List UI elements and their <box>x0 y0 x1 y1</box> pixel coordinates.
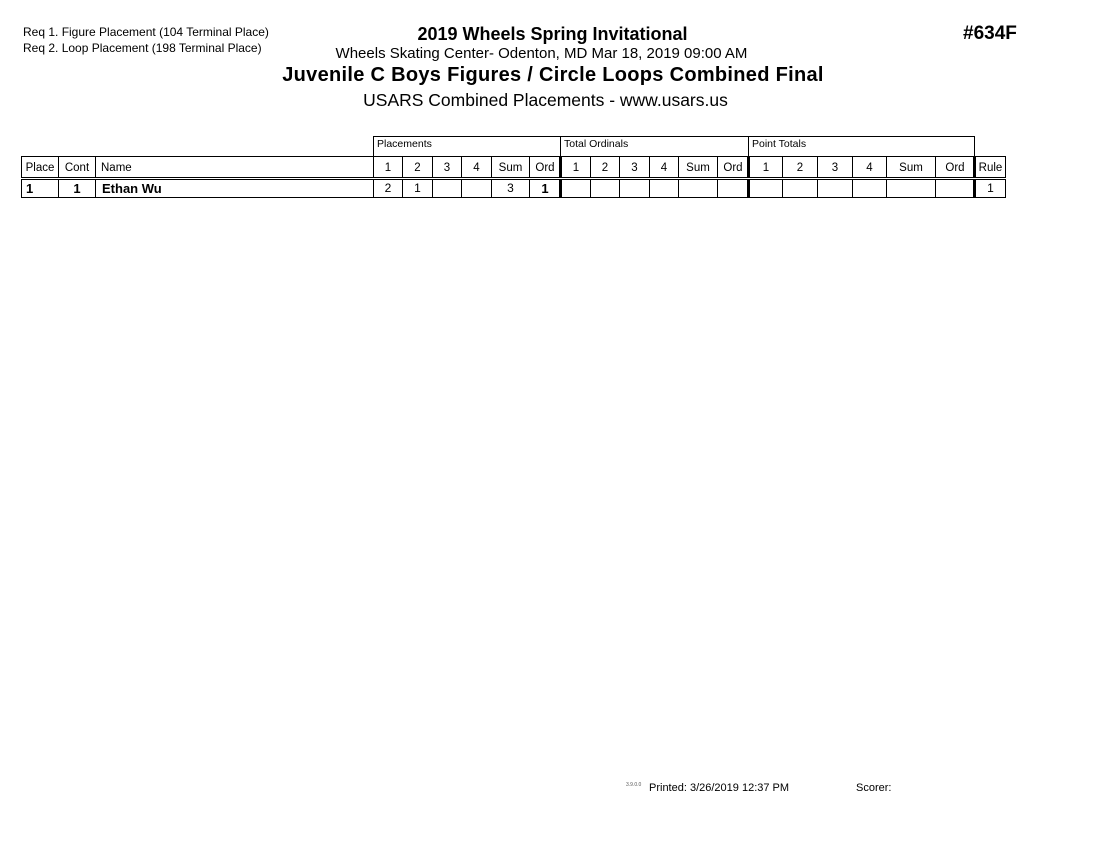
col-header-ordinal-4: 4 <box>649 156 678 178</box>
cell-placement-ord: 1 <box>529 179 560 198</box>
event-number: #634F <box>963 23 1017 44</box>
requirement-2: Req 2. Loop Placement (198 Terminal Place) <box>23 41 262 55</box>
cell-ordinal-2 <box>590 179 619 198</box>
event-name: Juvenile C Boys Figures / Circle Loops Combined Final <box>282 64 824 86</box>
col-header-placement-2: 2 <box>402 156 432 178</box>
cell-name: Ethan Wu <box>95 179 373 198</box>
col-header-ordinal-1: 1 <box>559 156 590 178</box>
group-header-placements: Placements <box>373 136 561 157</box>
cell-cont: 1 <box>58 179 95 198</box>
competition-title: 2019 Wheels Spring Invitational <box>417 24 688 44</box>
col-header-place: Place <box>21 156 58 178</box>
cell-placement-3 <box>432 179 461 198</box>
col-header-ordinal-sum: Sum <box>678 156 717 178</box>
cell-place: 1 <box>21 179 58 198</box>
col-header-placement-sum: Sum <box>491 156 529 178</box>
cell-points-sum <box>886 179 935 198</box>
col-header-ordinal-3: 3 <box>619 156 649 178</box>
cell-rule: 1 <box>973 179 1006 198</box>
cell-points-4 <box>852 179 886 198</box>
col-header-ordinal-ord: Ord <box>717 156 748 178</box>
col-header-points-ord: Ord <box>935 156 974 178</box>
cell-points-2 <box>782 179 817 198</box>
col-header-ordinal-2: 2 <box>590 156 619 178</box>
printed-timestamp: Printed: 3/26/2019 12:37 PM <box>649 782 790 794</box>
cell-ordinal-1 <box>559 179 590 198</box>
group-header-point-totals: Point Totals <box>748 136 975 157</box>
cell-placement-sum: 3 <box>491 179 529 198</box>
cell-placement-4 <box>461 179 491 198</box>
cell-points-ord <box>935 179 974 198</box>
col-header-points-3: 3 <box>817 156 852 178</box>
col-header-placement-ord: Ord <box>529 156 560 178</box>
col-header-points-4: 4 <box>852 156 886 178</box>
col-header-placement-4: 4 <box>461 156 491 178</box>
cell-ordinal-3 <box>619 179 649 198</box>
col-header-points-2: 2 <box>782 156 817 178</box>
col-header-rule: Rule <box>973 156 1006 178</box>
cell-ordinal-4 <box>649 179 678 198</box>
cell-ordinal-sum <box>678 179 717 198</box>
requirement-1: Req 1. Figure Placement (104 Terminal Place) <box>23 25 269 39</box>
venue-date-line: Wheels Skating Center- Odenton, MD Mar 18, 2019 09:00 AM <box>335 45 748 62</box>
group-header-total-ordinals: Total Ordinals <box>560 136 749 157</box>
col-header-name: Name <box>95 156 373 178</box>
software-version: 3.9.0.0 <box>626 782 642 788</box>
cell-points-1 <box>747 179 782 198</box>
col-header-placement-1: 1 <box>373 156 402 178</box>
scorer-label: Scorer: <box>856 782 892 794</box>
cell-points-3 <box>817 179 852 198</box>
col-header-points-1: 1 <box>747 156 782 178</box>
cell-ordinal-ord <box>717 179 748 198</box>
col-header-points-sum: Sum <box>886 156 935 178</box>
report-subtitle: USARS Combined Placements - www.usars.us <box>363 90 728 110</box>
cell-placement-2: 1 <box>402 179 432 198</box>
col-header-cont: Cont <box>58 156 95 178</box>
cell-placement-1: 2 <box>373 179 402 198</box>
col-header-placement-3: 3 <box>432 156 461 178</box>
